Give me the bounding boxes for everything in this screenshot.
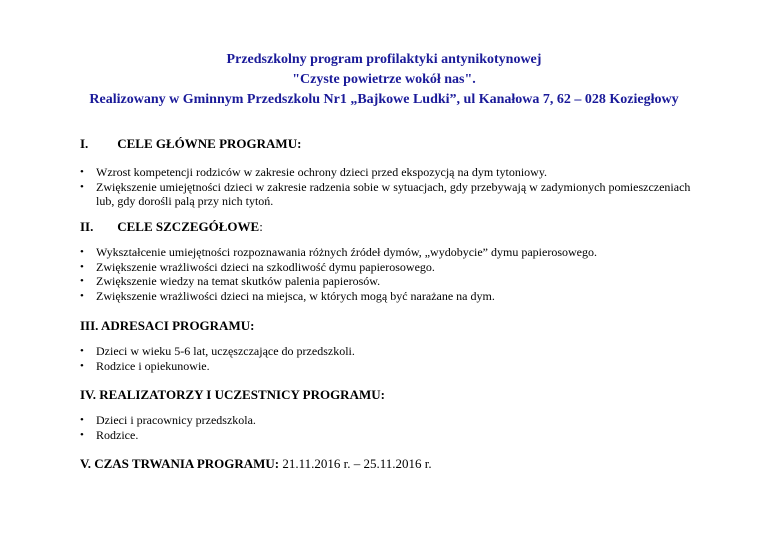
section-heading-duration xyxy=(80,456,432,472)
section-title-colon: : xyxy=(259,219,263,234)
section-heading-implementers: IV. REALIZATORZY I UCZESTNICY PROGRAMU: xyxy=(80,387,385,402)
section-heading-recipients: III. ADRESACI PROGRAMU: xyxy=(80,318,255,333)
title-line-program: Przedszkolny program profilaktyki antynikotynowej xyxy=(226,52,542,67)
section-number: I. xyxy=(80,136,89,151)
implementers-list xyxy=(80,413,700,442)
main-goals-list xyxy=(80,165,700,209)
duration-value: 21.11.2016 r. – 25.11.2016 r. xyxy=(282,456,432,471)
recipients-list xyxy=(80,344,700,373)
list-item: • Rodzice i opiekunowie. xyxy=(80,359,700,374)
title-line-name: "Czyste powietrze wokół nas". xyxy=(292,72,476,87)
list-item: • Wzrost kompetencji rodziców w zakresie ochrony dzieci przed ekspozycją na dym tytoniowy. xyxy=(80,165,700,180)
list-item: • Rodzice. xyxy=(80,428,700,443)
section-number: II. xyxy=(80,219,94,234)
section-title: CELE GŁÓWNE PROGRAMU: xyxy=(117,136,302,151)
section-title: CELE SZCZEGÓŁOWE xyxy=(117,219,260,234)
specific-goals-list xyxy=(80,245,700,303)
list-item: • Zwiększenie wrażliwości dzieci na szkodliwość dymu papierosowego. xyxy=(80,260,700,275)
list-item: • Zwiększenie wrażliwości dzieci na miejsca, w których mogą być narażane na dym. xyxy=(80,289,700,304)
section-title: V. CZAS TRWANIA PROGRAMU: xyxy=(80,456,280,471)
title-line-institution: Realizowany w Gminnym Przedszkolu Nr1 „Bajkowe Ludki”, ul Kanałowa 7, 62 – 028 Koziegłowy xyxy=(89,92,679,107)
list-item: • Wykształcenie umiejętności rozpoznawania różnych źródeł dymów, „wydobycie” dymu papierosowego. xyxy=(80,245,700,260)
list-item: • Dzieci w wieku 5-6 lat, uczęszczające do przedszkoli. xyxy=(80,344,700,359)
list-item: • Dzieci i pracownicy przedszkola. xyxy=(80,413,700,428)
list-item: • Zwiększenie umiejętności dzieci w zakresie radzenia sobie w sytuacjach, gdy przebywają w zadymionych pomieszczeniach lub, gdy dorośli palą przy nich tytoń. xyxy=(80,180,700,209)
document-title xyxy=(0,50,768,110)
section-heading-main-goals xyxy=(80,136,301,152)
section-heading-specific-goals xyxy=(80,219,263,235)
list-item: • Zwiększenie wiedzy na temat skutków palenia papierosów. xyxy=(80,274,700,289)
